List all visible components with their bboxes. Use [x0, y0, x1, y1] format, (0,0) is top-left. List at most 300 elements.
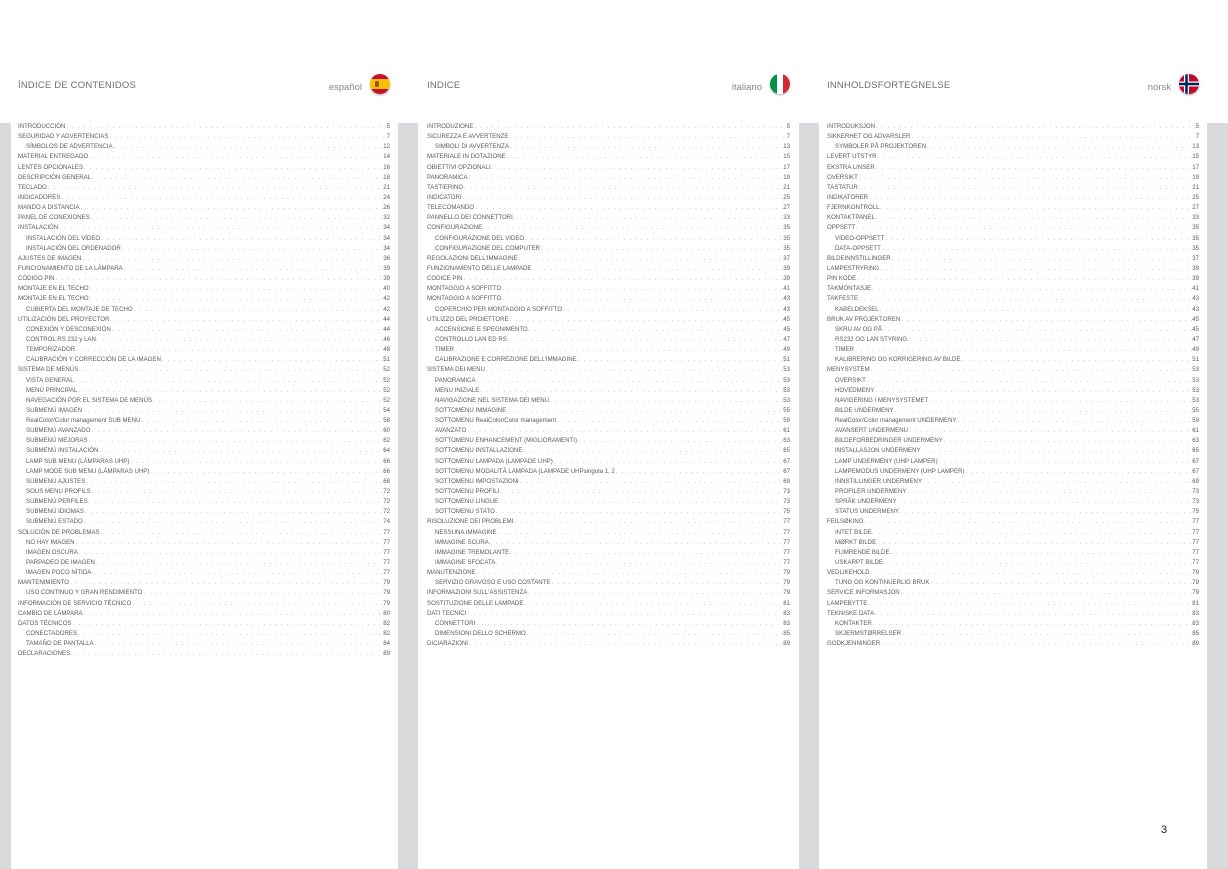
toc-entry-page: 54 [383, 406, 390, 414]
toc-entry[interactable] [827, 477, 1199, 487]
dot-leader [501, 294, 783, 304]
column-title: INDICE [427, 80, 461, 91]
toc-entry[interactable] [18, 578, 390, 588]
toc-entry[interactable] [827, 436, 1199, 446]
toc-entry[interactable] [18, 568, 390, 578]
toc-entry[interactable] [827, 517, 1199, 527]
toc-entry[interactable] [427, 386, 790, 396]
toc-entry-page: 55 [783, 406, 790, 414]
toc-entry[interactable] [18, 416, 390, 426]
toc-entry[interactable] [18, 122, 390, 132]
toc-entry-page: 33 [783, 214, 790, 222]
toc-entry[interactable] [827, 497, 1199, 507]
toc-entry[interactable] [18, 649, 390, 659]
dot-leader [142, 588, 383, 598]
toc-entry[interactable] [18, 193, 390, 203]
toc-entry-page: 72 [383, 498, 390, 506]
toc-entry[interactable] [427, 467, 790, 477]
dot-leader [475, 619, 783, 629]
toc-entry-title: RS232 OG LAN STYRING [835, 335, 908, 343]
toc-entry[interactable] [827, 234, 1199, 244]
toc-entry-title: LAMPESTRYRING [827, 264, 880, 272]
toc-entry-title: RealColor/Color management SUB MENU [26, 417, 141, 425]
toc-entry-title: CONFIGURAZIONE [427, 224, 483, 232]
toc-entry[interactable] [827, 487, 1199, 497]
dot-leader [479, 386, 783, 396]
toc-entry[interactable] [18, 234, 390, 244]
toc-entry-page: 24 [383, 193, 390, 201]
toc-entry-title: SERVICE INFORMASJON [827, 589, 900, 597]
toc-entry[interactable] [827, 142, 1199, 152]
toc-entry[interactable] [427, 619, 790, 629]
toc-entry[interactable] [18, 528, 390, 538]
toc-entry[interactable] [18, 507, 390, 517]
toc-entry-title: NAVEGACIÓN POR EL SISTEMA DE MENÚS [26, 396, 152, 404]
toc-entry-title: SKRU AV OG PÅ [835, 325, 882, 333]
toc-entry-page: 35 [1192, 224, 1199, 232]
toc-entry[interactable] [427, 365, 790, 375]
toc-entry-page: 47 [1192, 335, 1199, 343]
toc-entry[interactable] [427, 609, 790, 619]
toc-entry[interactable] [18, 325, 390, 335]
toc-entry-page: 73 [783, 488, 790, 496]
toc-entry-title: DICIARAZIONI [427, 640, 468, 648]
dot-leader [938, 457, 1193, 467]
dot-leader [875, 122, 1196, 132]
toc-entry[interactable] [427, 517, 790, 527]
dot-leader [855, 223, 1192, 233]
toc-entry[interactable] [18, 548, 390, 558]
toc-entry[interactable] [18, 264, 390, 274]
toc-entry[interactable] [427, 284, 790, 294]
toc-entry[interactable] [18, 173, 390, 183]
toc-entry-page: 25 [1192, 193, 1199, 201]
toc-entry-page: 65 [1192, 447, 1199, 455]
dot-leader [474, 203, 783, 213]
toc-entry[interactable] [18, 223, 390, 233]
toc-entry-title: SUBMENÚ AVANZADO [26, 427, 91, 435]
toc-entry[interactable] [427, 629, 790, 639]
toc-entry[interactable] [18, 142, 390, 152]
toc-entry-title: DESCRIPCIÓN GENERAL [18, 173, 92, 181]
toc-entry[interactable] [18, 132, 390, 142]
dot-leader [509, 142, 783, 152]
dot-leader [922, 477, 1192, 487]
toc-entry[interactable] [18, 609, 390, 619]
toc-entry[interactable] [427, 436, 790, 446]
toc-entry[interactable] [827, 203, 1199, 213]
toc-entry[interactable] [427, 355, 790, 365]
toc-entry[interactable] [18, 244, 390, 254]
toc-entry[interactable] [18, 163, 390, 173]
dot-leader [491, 163, 784, 173]
toc-entry[interactable] [18, 538, 390, 548]
toc-entry[interactable] [18, 639, 390, 649]
toc-entry-page: 35 [783, 224, 790, 232]
toc-entry[interactable] [427, 325, 790, 335]
toc-entry[interactable] [827, 578, 1199, 588]
dot-leader [131, 599, 383, 609]
toc-list [18, 122, 390, 659]
toc-entry-page: 43 [783, 305, 790, 313]
toc-entry-page: 68 [383, 477, 390, 485]
toc-entry[interactable] [427, 599, 790, 609]
toc-entry[interactable] [427, 274, 790, 284]
toc-entry[interactable] [18, 487, 390, 497]
toc-entry[interactable] [827, 213, 1199, 223]
toc-entry-title: FUNZIONAMENTO DELLE LAMPADE [427, 264, 532, 272]
toc-entry[interactable] [827, 568, 1199, 578]
toc-entry[interactable] [18, 477, 390, 487]
toc-entry[interactable] [827, 355, 1199, 365]
toc-entry[interactable] [427, 223, 790, 233]
toc-entry[interactable] [427, 163, 790, 173]
dot-leader [476, 376, 784, 386]
toc-entry[interactable] [827, 152, 1199, 162]
dot-leader [528, 325, 784, 335]
dot-leader [85, 477, 383, 487]
dot-leader [91, 487, 384, 497]
toc-entry[interactable] [18, 406, 390, 416]
toc-entry[interactable] [18, 558, 390, 568]
dot-leader [88, 436, 384, 446]
toc-entry[interactable] [827, 507, 1199, 517]
toc-entry-title: CONTROLLO LAN ED RS [435, 335, 507, 343]
toc-entry[interactable] [427, 416, 790, 426]
toc-entry-title: CÓDIGO PIN [18, 275, 55, 283]
toc-entry[interactable] [18, 183, 390, 193]
toc-entry-page: 19 [783, 173, 790, 181]
toc-entry[interactable] [827, 173, 1199, 183]
toc-entry[interactable] [427, 294, 790, 304]
toc-entry-title: CAMBIO DE LÁMPARA [18, 609, 83, 617]
toc-entry-title: SISTEMA DE MENÚS [18, 366, 79, 374]
toc-entry[interactable] [427, 426, 790, 436]
toc-entry[interactable] [427, 396, 790, 406]
toc-entry[interactable] [18, 457, 390, 467]
toc-entry[interactable] [827, 254, 1199, 264]
toc-entry[interactable] [427, 203, 790, 213]
toc-entry[interactable] [427, 193, 790, 203]
toc-entry[interactable] [827, 305, 1199, 315]
toc-entry-title: MONTAGGIO A SOFFITTO [427, 285, 502, 293]
toc-entry-title: DATOS TÉCNICOS [18, 619, 72, 627]
toc-entry[interactable] [427, 558, 790, 568]
toc-entry-page: 45 [1192, 315, 1199, 323]
toc-entry-page: 27 [1192, 204, 1199, 212]
toc-entry[interactable] [18, 294, 390, 304]
toc-entry[interactable] [427, 588, 790, 598]
toc-entry-title: VIDEO-OPPSETT [835, 234, 885, 242]
toc-entry[interactable] [827, 193, 1199, 203]
dot-leader [83, 517, 383, 527]
toc-entry-title: INSTALACIÓN DEL ORDENADOR [26, 244, 121, 252]
toc-entry-title: SOTTOMENU MODALITÀ LAMPADA (LAMPADE UHPsingola 1, 2 [435, 467, 615, 475]
toc-entry-title: SOSTITUZIONE DELLE LAMPADE [427, 599, 524, 607]
toc-entry-title: SÍMBOLOS DE ADVERTENCIA [26, 143, 113, 151]
toc-entry[interactable] [18, 305, 390, 315]
dot-leader [879, 203, 1192, 213]
toc-entry[interactable] [18, 588, 390, 598]
dot-leader [88, 497, 384, 507]
toc-entry[interactable] [18, 629, 390, 639]
column-header [427, 78, 790, 98]
toc-entry[interactable] [18, 274, 390, 284]
toc-entry-title: CUBIERTA DEL MONTAJE DE TECHO [26, 305, 133, 313]
toc-entry[interactable] [18, 386, 390, 396]
toc-entry-title: SOTTOMENU RealColor/Color management [435, 417, 557, 425]
dot-leader [58, 223, 383, 233]
toc-entry[interactable] [827, 406, 1199, 416]
toc-entry-title: SOTTOMENU LAMPADA (LAMPADE UHP) [435, 457, 553, 465]
toc-entry[interactable] [827, 122, 1199, 132]
toc-entry-page: 35 [783, 234, 790, 242]
dot-leader [75, 538, 384, 548]
toc-entry[interactable] [427, 213, 790, 223]
toc-entry[interactable] [427, 578, 790, 588]
toc-entry-title: MANDO A DISTANCIA [18, 204, 80, 212]
toc-entry[interactable] [427, 507, 790, 517]
toc-entry-page: 69 [1192, 477, 1199, 485]
toc-entry[interactable] [427, 457, 790, 467]
toc-entry[interactable] [427, 376, 790, 386]
dot-leader [90, 426, 383, 436]
toc-entry[interactable] [427, 538, 790, 548]
toc-entry-page: 72 [383, 508, 390, 516]
toc-entry-title: INTRODUKSJON [827, 122, 876, 130]
toc-entry[interactable] [427, 183, 790, 193]
toc-entry[interactable] [827, 294, 1199, 304]
toc-entry[interactable] [827, 315, 1199, 325]
toc-entry[interactable] [427, 234, 790, 244]
toc-entry-title: PARPADEO DE IMAGEN [26, 559, 95, 567]
toc-entry[interactable] [427, 406, 790, 416]
toc-entry[interactable] [827, 396, 1199, 406]
toc-entry-page: 53 [1192, 376, 1199, 384]
dot-leader [957, 416, 1193, 426]
toc-entry-title: SIKKERHET OG ADVARSLER [827, 133, 911, 141]
toc-entry[interactable] [827, 467, 1199, 477]
toc-entry-page: 35 [1192, 244, 1199, 252]
toc-entry-page: 67 [783, 467, 790, 475]
toc-entry[interactable] [18, 376, 390, 386]
toc-entry[interactable] [827, 244, 1199, 254]
toc-entry[interactable] [18, 436, 390, 446]
toc-entry-title: SOTTOMENU PROFILI [435, 488, 500, 496]
dot-leader [891, 254, 1193, 264]
toc-entry[interactable] [427, 315, 790, 325]
toc-entry-page: 44 [383, 325, 390, 333]
toc-entry-page: 35 [1192, 234, 1199, 242]
toc-entry[interactable] [18, 335, 390, 345]
toc-entry[interactable] [18, 599, 390, 609]
toc-entry[interactable] [427, 477, 790, 487]
toc-entry[interactable] [427, 132, 790, 142]
toc-entry[interactable] [427, 305, 790, 315]
toc-entry[interactable] [427, 345, 790, 355]
dot-leader [495, 558, 783, 568]
toc-entry[interactable] [827, 132, 1199, 142]
toc-entry[interactable] [427, 254, 790, 264]
toc-entry[interactable] [18, 517, 390, 527]
column-title: ÍNDICE DE CONTENIDOS [18, 80, 137, 91]
dot-leader [508, 132, 786, 142]
dot-leader [943, 436, 1193, 446]
toc-entry[interactable] [827, 528, 1199, 538]
toc-entry-title: SOTTOMENU STATO [435, 508, 495, 516]
toc-entry[interactable] [827, 386, 1199, 396]
toc-entry-page: 46 [383, 335, 390, 343]
toc-entry[interactable] [427, 639, 790, 649]
toc-entry-page: 49 [1192, 346, 1199, 354]
toc-entry[interactable] [427, 568, 790, 578]
dot-leader [921, 446, 1193, 456]
toc-entry-title: AVANZATO [435, 427, 467, 435]
italy-flag-icon [770, 74, 790, 94]
toc-entry-page: 82 [383, 619, 390, 627]
toc-entry[interactable] [827, 457, 1199, 467]
toc-entry-page: 17 [783, 163, 790, 171]
toc-entry[interactable] [427, 264, 790, 274]
toc-entry[interactable] [827, 538, 1199, 548]
toc-entry[interactable] [427, 152, 790, 162]
toc-entry[interactable] [18, 396, 390, 406]
toc-entry[interactable] [827, 223, 1199, 233]
toc-entry-page: 75 [1192, 508, 1199, 516]
toc-entry[interactable] [827, 548, 1199, 558]
toc-entry[interactable] [427, 335, 790, 345]
toc-entry[interactable] [427, 548, 790, 558]
dot-leader [872, 528, 1192, 538]
toc-entry[interactable] [827, 588, 1199, 598]
toc-entry[interactable] [427, 173, 790, 183]
dot-leader [466, 426, 783, 436]
dot-leader [550, 578, 783, 588]
toc-entry[interactable] [827, 325, 1199, 335]
dot-leader [870, 568, 1193, 578]
toc-entry[interactable] [18, 426, 390, 436]
toc-entry-page: 51 [383, 356, 390, 364]
toc-entry[interactable] [18, 497, 390, 507]
toc-entry[interactable] [827, 426, 1199, 436]
toc-entry[interactable] [827, 345, 1199, 355]
toc-entry[interactable] [827, 609, 1199, 619]
toc-entry-page: 21 [383, 183, 390, 191]
toc-entry[interactable] [827, 629, 1199, 639]
toc-entry-page: 61 [783, 427, 790, 435]
toc-entry[interactable] [18, 355, 390, 365]
dot-leader [882, 325, 1192, 335]
toc-entry[interactable] [827, 558, 1199, 568]
dot-leader [928, 396, 1192, 406]
toc-entry[interactable] [427, 142, 790, 152]
toc-entry[interactable] [427, 528, 790, 538]
toc-entry[interactable] [18, 284, 390, 294]
toc-entry[interactable] [827, 416, 1199, 426]
toc-entry[interactable] [18, 315, 390, 325]
toc-entry[interactable] [827, 183, 1199, 193]
toc-entry[interactable] [827, 335, 1199, 345]
norway-flag-icon [1179, 74, 1199, 94]
dot-leader [876, 538, 1192, 548]
toc-entry-title: OVERSIKT [835, 376, 866, 384]
toc-entry-title: USKARPT BILDE [835, 559, 883, 567]
toc-entry-title: SICUREZZA E AVVERTENZE [427, 133, 509, 141]
toc-entry[interactable] [18, 619, 390, 629]
toc-entry[interactable] [427, 447, 790, 457]
dot-leader [523, 599, 783, 609]
dot-leader [509, 315, 784, 325]
dot-leader [91, 568, 383, 578]
toc-entry-page: 77 [783, 548, 790, 556]
toc-entry-page: 55 [1192, 406, 1199, 414]
toc-entry[interactable] [827, 264, 1199, 274]
toc-entry[interactable] [18, 203, 390, 213]
toc-entry[interactable] [18, 254, 390, 264]
toc-entry[interactable] [18, 213, 390, 223]
toc-entry[interactable] [427, 244, 790, 254]
dot-leader [899, 507, 1192, 517]
dot-leader [531, 264, 783, 274]
toc-entry[interactable] [827, 447, 1199, 457]
toc-entry[interactable] [827, 619, 1199, 629]
left-margin-band [0, 123, 11, 869]
dot-leader [910, 132, 1195, 142]
toc-entry-title: KONTAKTER [835, 619, 872, 627]
toc-entry-page: 19 [1192, 173, 1199, 181]
toc-entry-title: NAVIGAZIONE NEL SISTEMA DEI MENU [435, 396, 550, 404]
toc-entry-page: 17 [1192, 163, 1199, 171]
toc-entry-title: TEMPORIZADOR [26, 346, 76, 354]
toc-entry[interactable] [827, 599, 1199, 609]
toc-entry-page: 52 [383, 376, 390, 384]
toc-entry-page: 53 [783, 396, 790, 404]
toc-entry[interactable] [827, 376, 1199, 386]
toc-entry[interactable] [827, 274, 1199, 284]
dot-leader [489, 538, 783, 548]
dot-leader [871, 284, 1192, 294]
dot-leader [497, 528, 784, 538]
toc-entry-title: FUNCIONAMIENTO DE LA LÁMPARA [18, 264, 123, 272]
toc-entry-title: SUBMENÚ MEJORAS [26, 437, 88, 445]
dot-leader [526, 629, 783, 639]
toc-entry[interactable] [827, 163, 1199, 173]
toc-entry-title: CALIBRACIÓN Y CORRECCIÓN DE LA IMAGEN [26, 356, 161, 364]
toc-entry-title: INTRODUZIONE [427, 122, 474, 130]
toc-entry[interactable] [18, 467, 390, 477]
right-margin-band [1207, 123, 1228, 869]
toc-entry[interactable] [18, 447, 390, 457]
dot-leader [875, 163, 1192, 173]
toc-entry[interactable] [427, 487, 790, 497]
toc-entry[interactable] [18, 345, 390, 355]
toc-entry[interactable] [18, 152, 390, 162]
dot-leader [577, 355, 784, 365]
toc-entry[interactable] [18, 365, 390, 375]
toc-entry[interactable] [827, 284, 1199, 294]
dot-leader [858, 173, 1192, 183]
toc-entry[interactable] [827, 639, 1199, 649]
toc-entry-page: 66 [383, 467, 390, 475]
toc-entry-title: IMMAGINE TREMOLANTE [435, 548, 510, 556]
toc-entry[interactable] [427, 497, 790, 507]
toc-entry-title: TELECOMANDO [427, 204, 475, 212]
toc-entry-page: 79 [783, 589, 790, 597]
toc-entry[interactable] [827, 365, 1199, 375]
toc-entry-page: 48 [383, 346, 390, 354]
dot-leader [60, 193, 383, 203]
toc-entry[interactable] [427, 122, 790, 132]
